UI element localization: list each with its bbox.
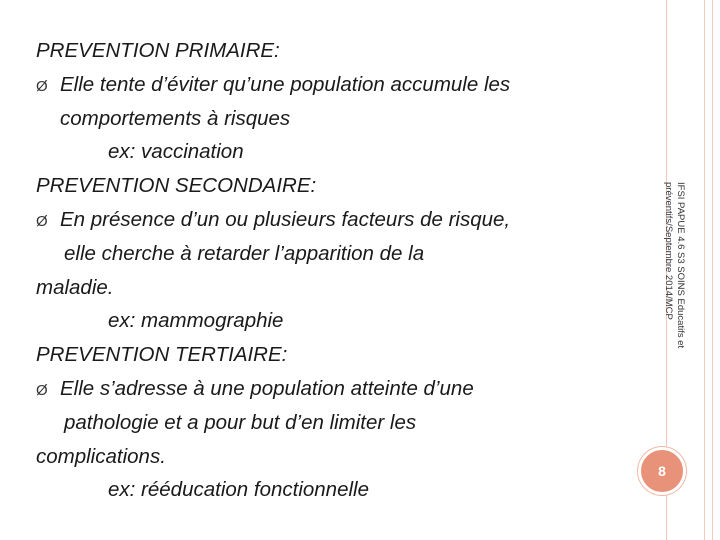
- bullet-text: Elle s’adresse à une population atteinte d’une: [60, 376, 474, 400]
- arrow-bullet-icon: Ø: [36, 212, 48, 230]
- slide-body: [36, 34, 636, 507]
- decorative-rule-middle: [704, 0, 705, 540]
- footer-line: préventifs/Septembre 2014/MCP: [663, 182, 675, 320]
- bullet-secondary: [36, 203, 636, 237]
- bullet-continuation: elle cherche à retarder l’apparition de la: [64, 241, 425, 265]
- side-footer: [654, 182, 686, 372]
- bullet-text: En présence d’un ou plusieurs facteurs de risque,: [60, 207, 511, 231]
- bullet-continuation: comportements à risques: [60, 106, 291, 130]
- bullet-tertiary: [36, 372, 636, 406]
- bullet-continuation: pathologie et a pour but d’en limiter les: [64, 410, 417, 434]
- example-primary: ex: vaccination: [108, 140, 244, 164]
- arrow-bullet-icon: Ø: [36, 77, 48, 95]
- heading-tertiary: PREVENTION TERTIAIRE:: [36, 343, 288, 367]
- bullet-continuation: complications.: [36, 444, 166, 468]
- bullet-primary: [36, 68, 636, 102]
- footer-line: IFSI PAPUE 4.6 S3 SOINS Educatifs et: [675, 182, 686, 349]
- page-number-badge: 8: [638, 447, 686, 495]
- decorative-rule-right: [712, 0, 713, 540]
- arrow-bullet-icon: Ø: [36, 381, 48, 399]
- example-secondary: ex: mammographie: [108, 309, 284, 333]
- heading-secondary: PREVENTION SECONDAIRE:: [36, 174, 317, 198]
- bullet-continuation: maladie.: [36, 275, 114, 299]
- example-tertiary: ex: rééducation fonctionnelle: [108, 478, 369, 502]
- bullet-text: Elle tente d’éviter qu’une population accumule les: [60, 72, 511, 96]
- heading-primary: PREVENTION PRIMAIRE:: [36, 39, 280, 62]
